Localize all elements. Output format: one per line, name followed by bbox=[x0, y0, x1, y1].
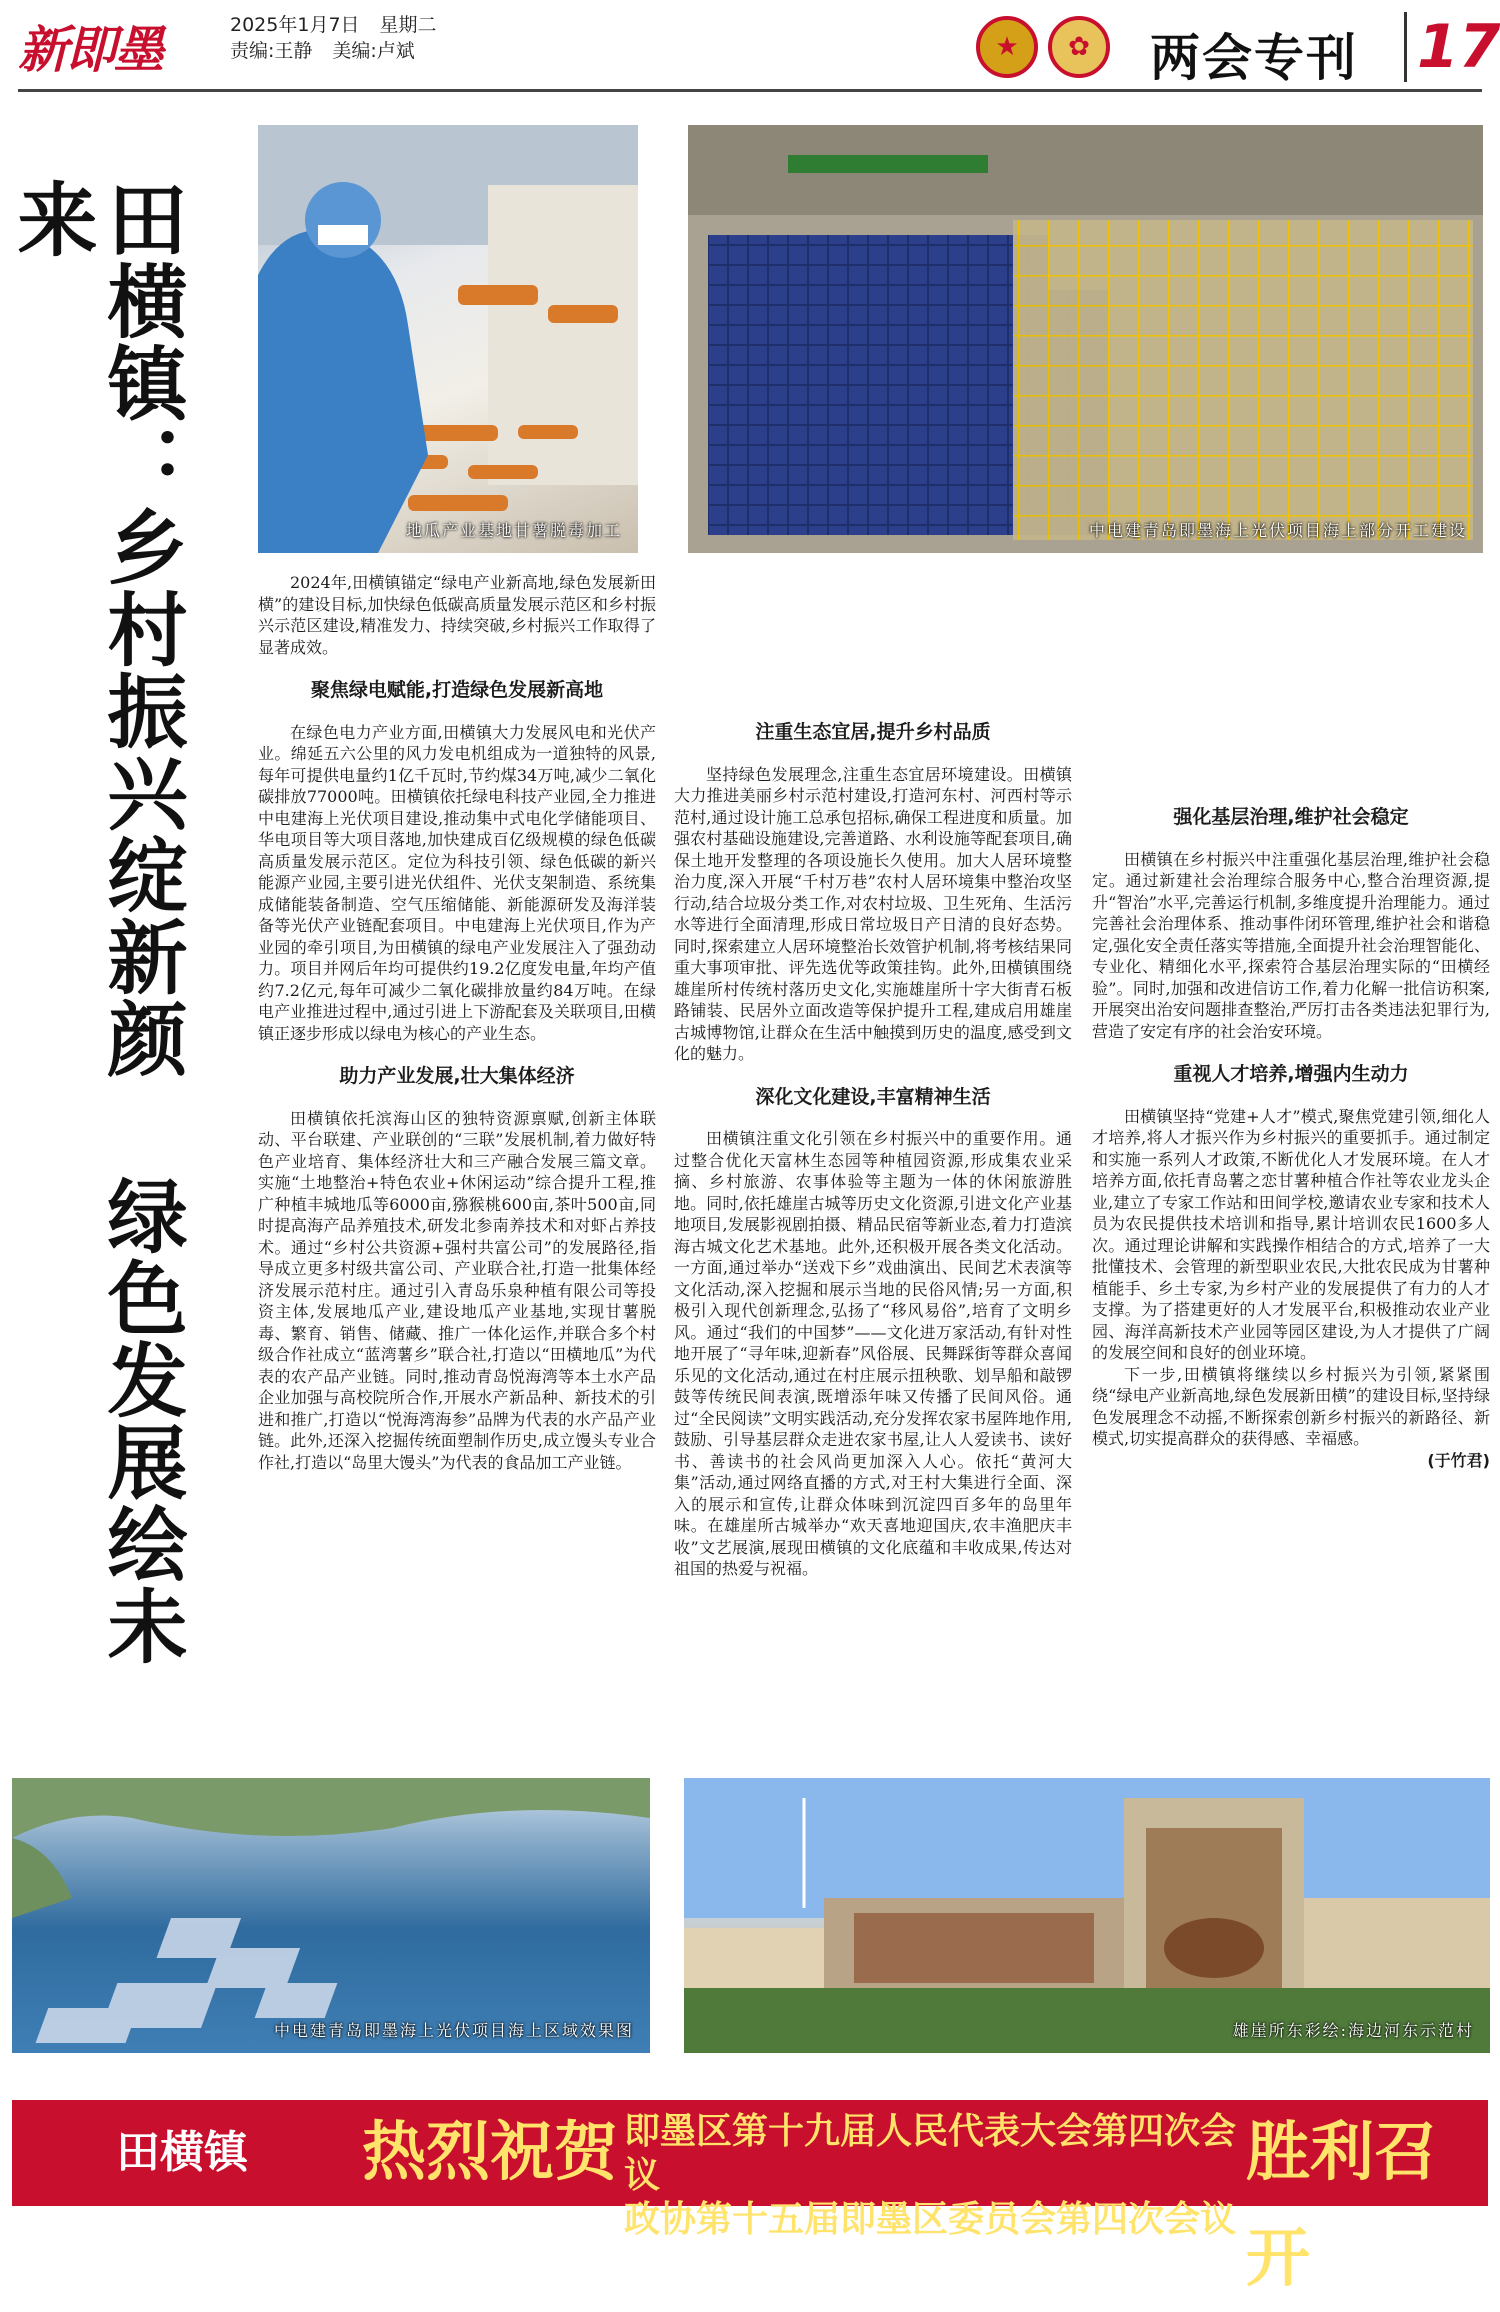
photo2-illustration bbox=[688, 125, 1483, 553]
photo-offshore-pv-construction bbox=[688, 125, 1483, 553]
section-body-industry: 田横镇依托滨海山区的独特资源禀赋,创新主体联动、平台联建、产业联创的“三联”发展机制,着力做好特色产业培育、集体经济壮大和三产融合发展三篇文章。实施“土地整治+特色农业+休闲运动”综合提升工程,推广种植丰城地瓜等6000亩,猕猴桃600亩,茶叶500亩,同时提高海产品养殖技术,研发北参南养技术和对虾占养技术。通过“乡村公共资源+强村共富公司”的发展路径,指导成立更多村级共富公司、产业联合社,打造一批集体经济发展示范村庄。通过引入青岛乐泉种植有限公司等投资主体,发展地瓜产业,建设地瓜产业基地,实现甘薯脱毒、繁育、销售、储藏、推广一体化运作,并联合多个村级合作社成立“蓝湾薯乡”联合社,打造以“田横地瓜”为代表的农产品产业链。同时,推动青岛悦海湾等本土水产品企业加强与高校院所合作,开展水产新品种、新技术的引进和推广,打造以“悦海湾海参”品牌为代表的水产品产业链。此外,还深入挖掘传统面塑制作历史,成立馒头专业合作社,打造以“岛里大馒头”为代表的食品加工产业链。 bbox=[258, 1108, 656, 1472]
section-heading-industry: 助力产业发展,壮大集体经济 bbox=[339, 1065, 575, 1087]
section-body-green-power: 在绿色电力产业方面,田横镇大力发展风电和光伏产业。绵延五六公里的风力发电机组成为一道独特的风景,每年可提供电量约1亿千瓦时,节约煤34万吨,减少二氧化碳排放77000吨。田横镇依托绿电科技产业园,全力推进中电建海上光伏项目建设,推动集中式电化学储能项目、华电项目等大项目落地,加快建成百亿级规模的绿色低碳高质量发展示范区。定位为科技引领、绿色低碳的新兴能源产业园,主要引进光伏组件、光伏支架制造、系统集成储能装备制造、空气压缩储能、新能源研发及海洋装备等光伏产业链配套项目。中电建海上光伏项目,作为产业园的牵引项目,为田横镇的绿电产业发展注入了强劲动力。项目并网后年均可提供约19.2亿度发电量,年均产值约7.2亿元,每年可减少二氧化碳排放量约84万吨。在绿电产业推进过程中,通过引进上下游配套及关联项目,田横镇正逐步形成以绿电为核心的产业生态。 bbox=[258, 722, 656, 1043]
section-body-culture: 田横镇注重文化引领在乡村振兴中的重要作用。通过整合优化天富林生态园等种植园资源,形成集农业采摘、乡村旅游、农事体验等主题为一体的休闲旅游胜地。同时,依托雄崖古城等历史文化资源,引进文化产业基地项目,发展影视剧拍摄、精品民宿等新业态,着力打造滨海古城文化艺术基地。此外,还积极开展各类文化活动。一方面,通过举办“送戏下乡”戏曲演出、民间艺术表演等文化活动,深入挖掘和展示当地的民俗风情;另一方面,积极引入现代创新理念,弘扬了“移风易俗”,培育了文明乡风。通过“我们的中国梦”——文化进万家活动,有针对性地开展了“寻年味,迎新春”风俗展、民舞踩街等群众喜闻乐见的文化活动,通过在村庄展示扭秧歌、划旱船和敲锣鼓等传统民间表演,既增添年味又传播了民间风俗。通过“全民阅读”文明实践活动,充分发挥农家书屋阵地作用,鼓励、引导基层群众走进农家书屋,让人人爱读书、读好书、善读书的社会风尚更加深入人心。依托“黄河大集”活动,通过网络直播的方式,对王村大集进行全面、深入的展示和宣传,让群众体味到沉淀四百多年的岛里年味。在雄崖所古城举办“欢天喜地迎国庆,农丰渔肥庆丰收”文艺展演,展现田横镇的文化底蕴和丰收成果,传达对祖国的热爱与祝福。 bbox=[674, 1129, 1072, 1578]
headline: 田横镇：乡村振兴绽新颜 绿色发展绘未来 bbox=[4, 178, 187, 1667]
national-emblem-icon: ★ bbox=[976, 16, 1038, 78]
section-heading-culture: 深化文化建设,丰富精神生活 bbox=[755, 1085, 991, 1108]
section-body-ecology: 坚持绿色发展理念,注重生态宜居环境建设。田横镇大力推进美丽乡村示范村建设,打造河东村、河西村等示范村,通过设计施工总承包招标,确保工程进度和质量。加强农村基础设施建设,完善道路、水利设施等配套项目,确保土地开发整理的各项设施长久使用。加大人居环境整治力度,深入开展“千村万巷”农村人居环境集中整治攻坚行动,结合垃圾分类工作,对农村垃圾、卫生死角、生活污水等进行全面清理,形成日常垃圾日产日清的良好态势。同时,探索建立人居环境整治长效管护机制,将考核结果同重大事项审批、评先选优等政策挂钩。此外,田横镇围绕雄崖所村传统村落历史文化,实施雄崖所十字大街青石板路铺装、民居外立面改造等保护提升工程,建成启用雄崖古城博物馆,让群众在生活中触摸到历史的温度,感受到文化的魅力。 bbox=[674, 764, 1072, 1063]
congratulation-banner bbox=[12, 2100, 1488, 2296]
banner-greeting: 热烈祝贺 bbox=[362, 2116, 618, 2190]
designer-credit: 美编:卢斌 bbox=[332, 40, 415, 62]
section-heading-talent: 重视人才培养,增强内生动力 bbox=[1173, 1063, 1409, 1085]
section-heading-ecology: 注重生态宜居,提升乡村品质 bbox=[755, 721, 991, 743]
article-intro: 2024年,田横镇锚定“绿电产业新高地,绿色发展新田横”的建设目标,加快绿色低碳高质量发展示范区和乡村振兴示范区建设,精准发力、持续突破,乡村振兴工作取得了显著成效。 bbox=[258, 573, 656, 657]
photo-sweet-potato-processing bbox=[258, 125, 638, 553]
issue-weekday: 星期二 bbox=[379, 14, 437, 36]
masthead-logo: 新即墨 bbox=[18, 20, 162, 79]
photo-village-mural bbox=[684, 1778, 1490, 2053]
banner-town-name: 田横镇 bbox=[116, 2127, 248, 2178]
section-heading-green-power: 聚焦绿电赋能,打造绿色发展新高地 bbox=[310, 679, 604, 701]
header-divider bbox=[18, 89, 1482, 92]
header-info bbox=[230, 12, 457, 64]
section-title: 两会专刊 bbox=[1150, 29, 1358, 87]
photo1-caption: 地瓜产业基地甘薯脱毒加工 bbox=[405, 521, 622, 540]
author-byline: (于竹君) bbox=[1427, 1450, 1490, 1470]
editor-credit: 责编:王静 bbox=[230, 40, 313, 62]
banner-meeting-cppcc: 政协第十五届即墨区委员会第四次会议 bbox=[624, 2199, 1237, 2240]
section-body-outlook: 下一步,田横镇将继续以乡村振兴为引领,紧紧围绕“绿电产业新高地,绿色发展新田横”的建设目标,坚持绿色发展理念不动摇,不断探索创新乡村振兴的新路径、新模式,切实提高群众的获得感、幸福感。 bbox=[1092, 1364, 1490, 1448]
article-column-3 bbox=[1092, 572, 1490, 1471]
photo3-illustration bbox=[12, 1778, 650, 2053]
issue-date: 2025年1月7日 bbox=[230, 14, 360, 36]
photo4-illustration bbox=[684, 1778, 1490, 2053]
photo2-caption: 中电建青岛即墨海上光伏项目海上部分开工建设 bbox=[1088, 521, 1467, 540]
banner-closing: 胜利召开 bbox=[1246, 2116, 1438, 2296]
page-number: 17 bbox=[1404, 12, 1500, 82]
cppcc-emblem-icon: ✿ bbox=[1048, 16, 1110, 78]
photo1-illustration bbox=[258, 125, 638, 553]
photo4-caption: 雄崖所东彩绘:海边河东示范村 bbox=[1232, 2021, 1474, 2040]
photo3-caption: 中电建青岛即墨海上光伏项目海上区域效果图 bbox=[273, 2021, 634, 2040]
photo-offshore-pv-rendering bbox=[12, 1778, 650, 2053]
banner-meetings bbox=[624, 2110, 1244, 2242]
section-body-governance: 田横镇在乡村振兴中注重强化基层治理,维护社会稳定。通过新建社会治理综合服务中心,整合治理资源,提升“智治”水平,完善运行机制,多维度提升治理能力。通过完善社会治理体系、推动事件闭环管理,维护社会和谐稳定,强化安全责任落实等措施,全面提升社会治理智能化、专业化、精细化水平,探索符合基层治理实际的“田横经验”。同时,加强和改进信访工作,着力化解一批信访积案,开展突出治安问题排查整治,严厉打击各类违法犯罪行为,营造了安定有序的社会治安环境。 bbox=[1092, 849, 1490, 1041]
banner-meeting-npc: 即墨区第十九届人民代表大会第四次会议 bbox=[624, 2111, 1237, 2196]
article-column-2 bbox=[674, 572, 1072, 1584]
section-heading-governance: 强化基层治理,维护社会稳定 bbox=[1173, 806, 1409, 828]
article-column-1 bbox=[258, 572, 656, 1500]
section-body-talent: 田横镇坚持“党建+人才”模式,聚焦党建引领,细化人才培养,将人才振兴作为乡村振兴的重要抓手。通过制定和实施一系列人才政策,不断优化人才发展环境。在人才培养方面,依托青岛薯之恋甘薯种植合作社等农业龙头企业,建立了专家工作站和田间学校,邀请农业专家和技术人员为农民提供技术培训和指导,累计培训农民1600多人次。通过理论讲解和实践操作相结合的方式,培养了一大批懂技术、会管理的新型职业农民,大批农民成为甘薯种植能手、乡土专家,为乡村产业的发展提供了有力的人才支撑。为了搭建更好的人才发展平台,积极推动农业产业园、海洋高新技术产业园等园区建设,为人才提供了广阔的发展空间和良好的创业环境。 bbox=[1092, 1106, 1490, 1362]
